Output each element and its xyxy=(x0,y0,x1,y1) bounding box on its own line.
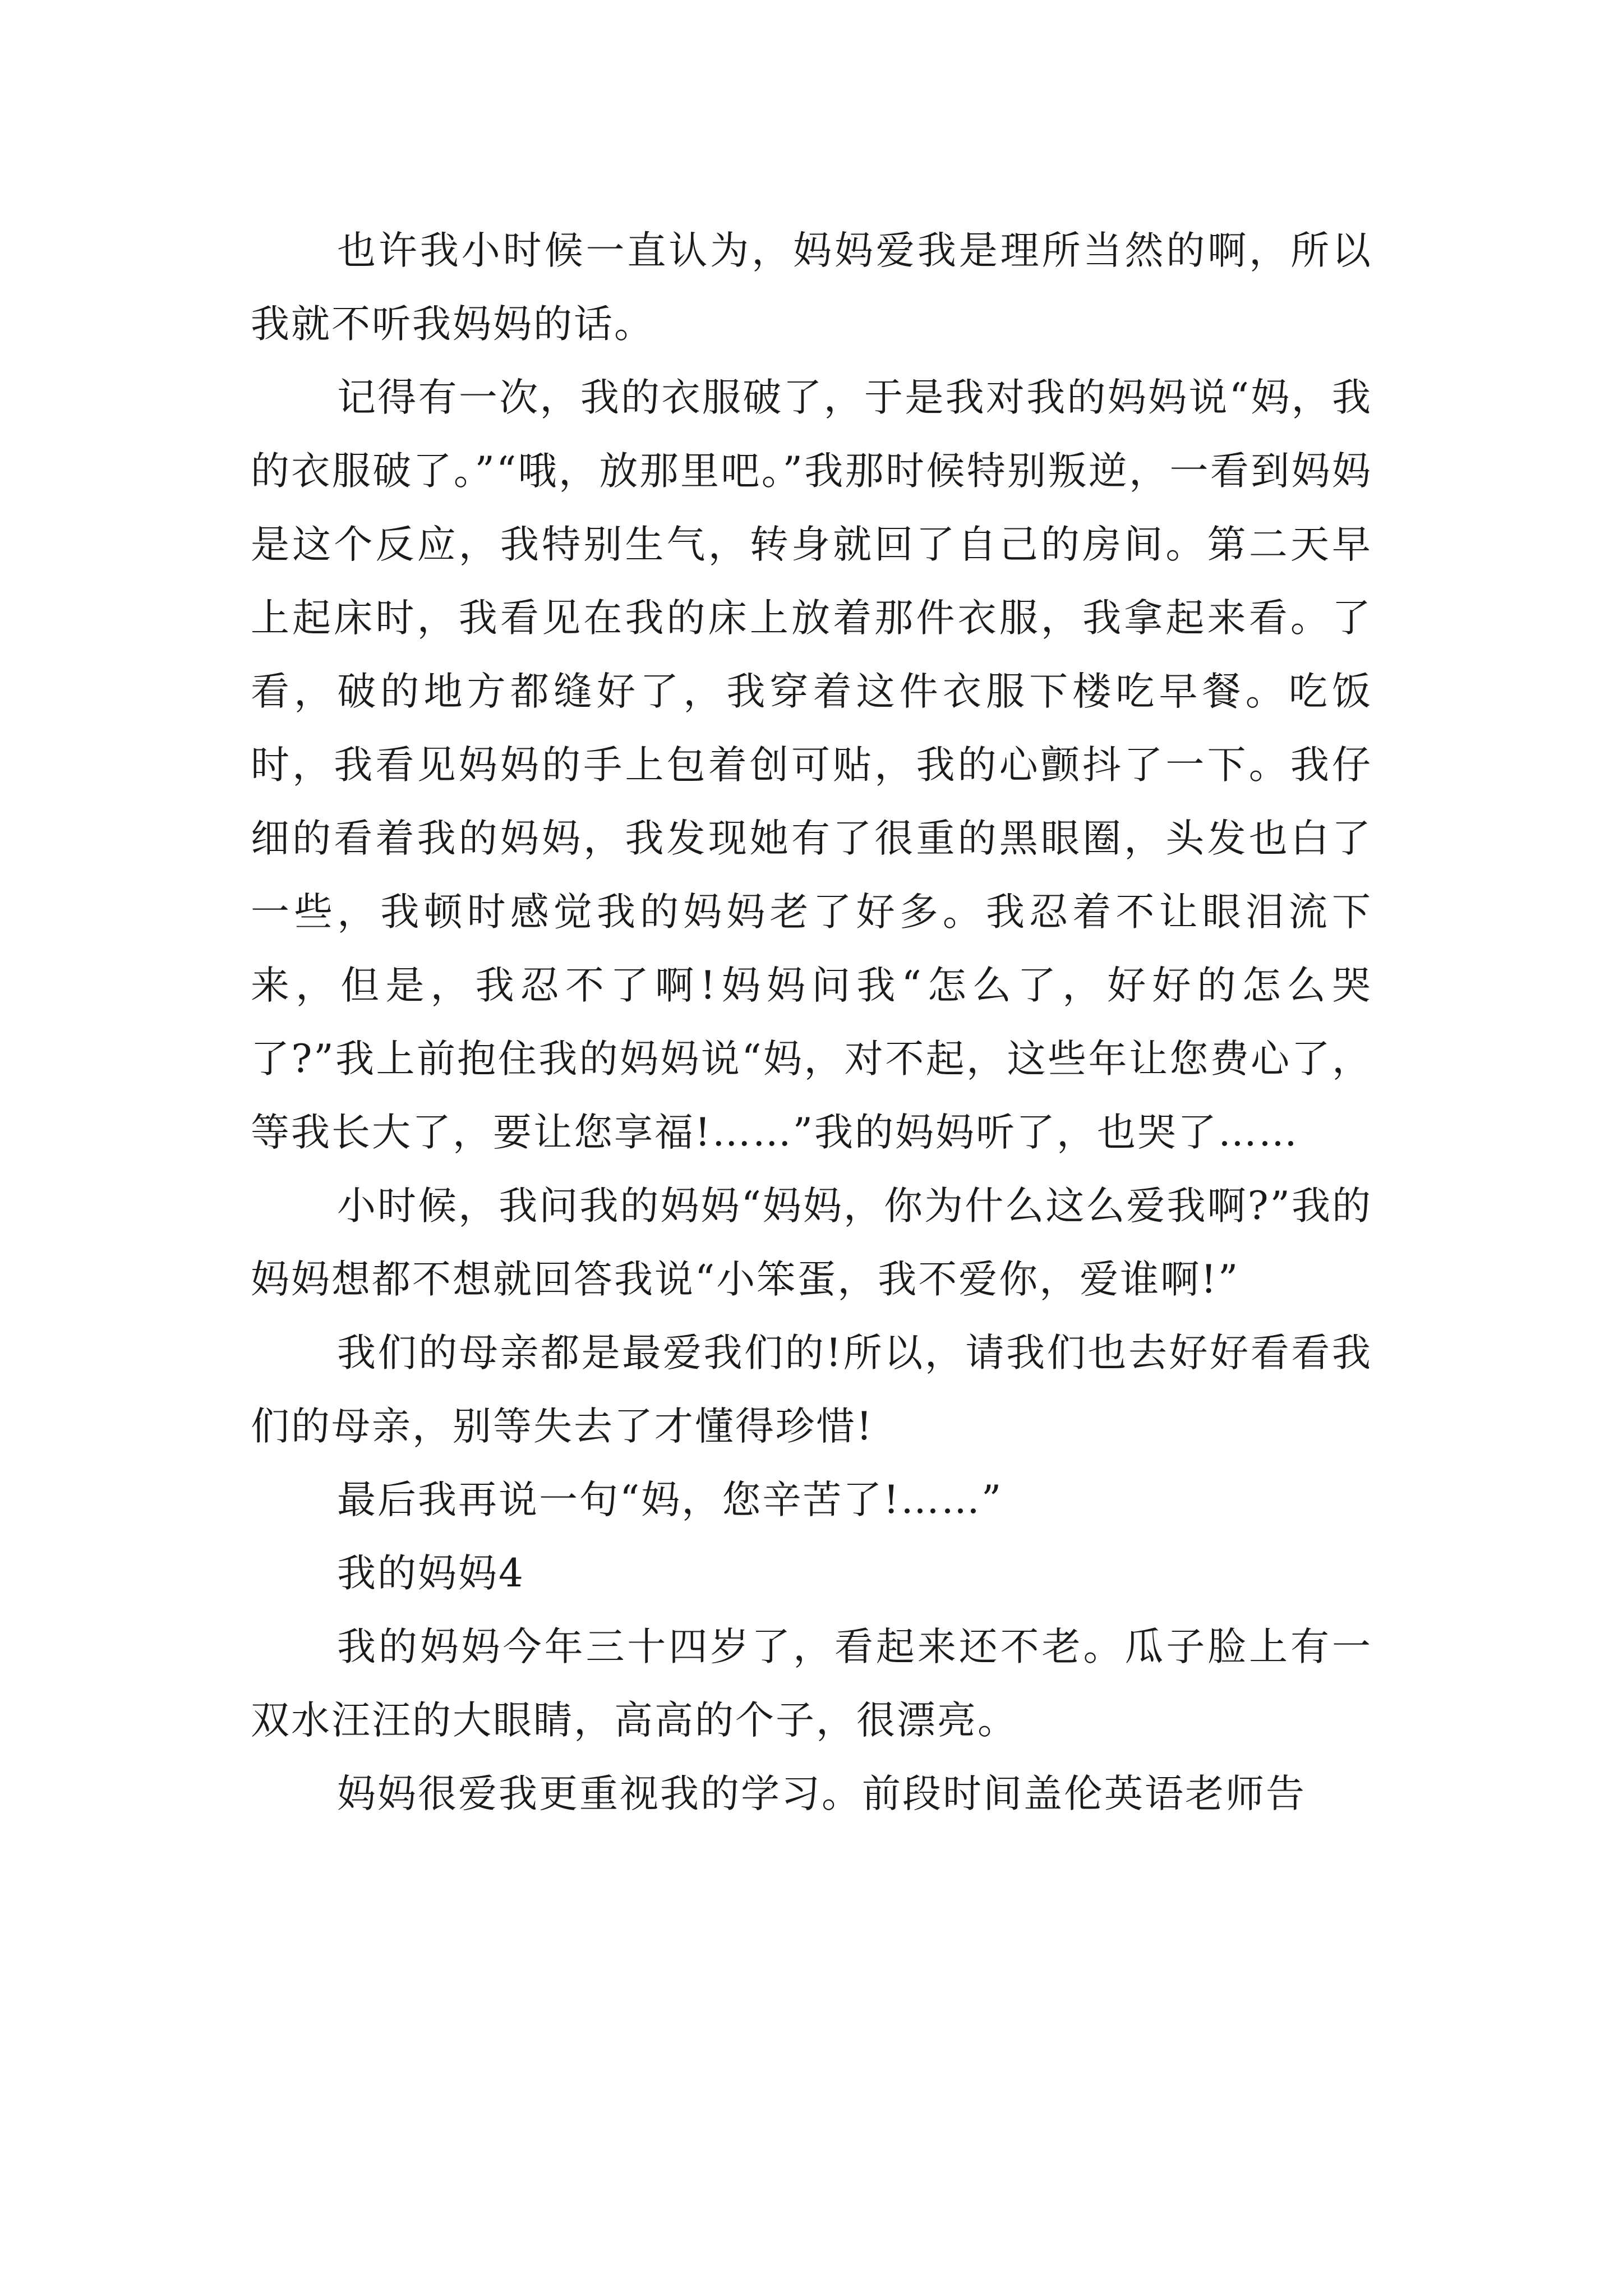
paragraph-7: 妈妈很爱我更重视我的学习。前段时间盖伦英语老师告 xyxy=(337,1772,1306,1816)
paragraph-6: 我的妈妈今年三十四岁了，看起来还不老。瓜子脸上有一双水汪汪的大眼睛，高高的个子，很漂亮。 xyxy=(251,1625,1372,1743)
paragraph-5: 最后我再说一句“妈，您辛苦了!……” xyxy=(337,1478,1003,1522)
document-body xyxy=(251,214,1372,1831)
section-heading: 我的妈妈4 xyxy=(337,1551,525,1596)
paragraph-4: 我们的母亲都是最爱我们的!所以，请我们也去好好看看我们的母亲，别等失去了才懂得珍惜! xyxy=(251,1331,1372,1449)
paragraph-3: 小时候，我问我的妈妈“妈妈，你为什么这么爱我啊?”我的妈妈想都不想就回答我说“小笨蛋，我不爱你，爱谁啊!” xyxy=(251,1184,1372,1302)
paragraph-1: 也许我小时候一直认为，妈妈爱我是理所当然的啊，所以我就不听我妈妈的话。 xyxy=(251,228,1372,347)
paragraph-2: 记得有一次，我的衣服破了，于是我对我的妈妈说“妈，我的衣服破了。”“哦，放那里吧。”我那时候特别叛逆，一看到妈妈是这个反应，我特别生气，转身就回了自己的房间。第二天早上起床时，我看见在我的床上放着那件衣服，我拿起来看。了看，破的地方都缝好了，我穿着这件衣服下楼吃早餐。吃饭时，我看见妈妈的手上包着创可贴，我的心颤抖了一下。我仔细的看着我的妈妈，我发现她有了很重的黑眼圈，头发也白了一些，我顿时感觉我的妈妈老了好多。我忍着不让眼泪流下来，但是，我忍不了啊!妈妈问我“怎么了，好好的怎么哭了?”我上前抱住我的妈妈说“妈，对不起，这些年让您费心了，等我长大了，要让您享福!……”我的妈妈听了，也哭了…… xyxy=(251,375,1372,1155)
